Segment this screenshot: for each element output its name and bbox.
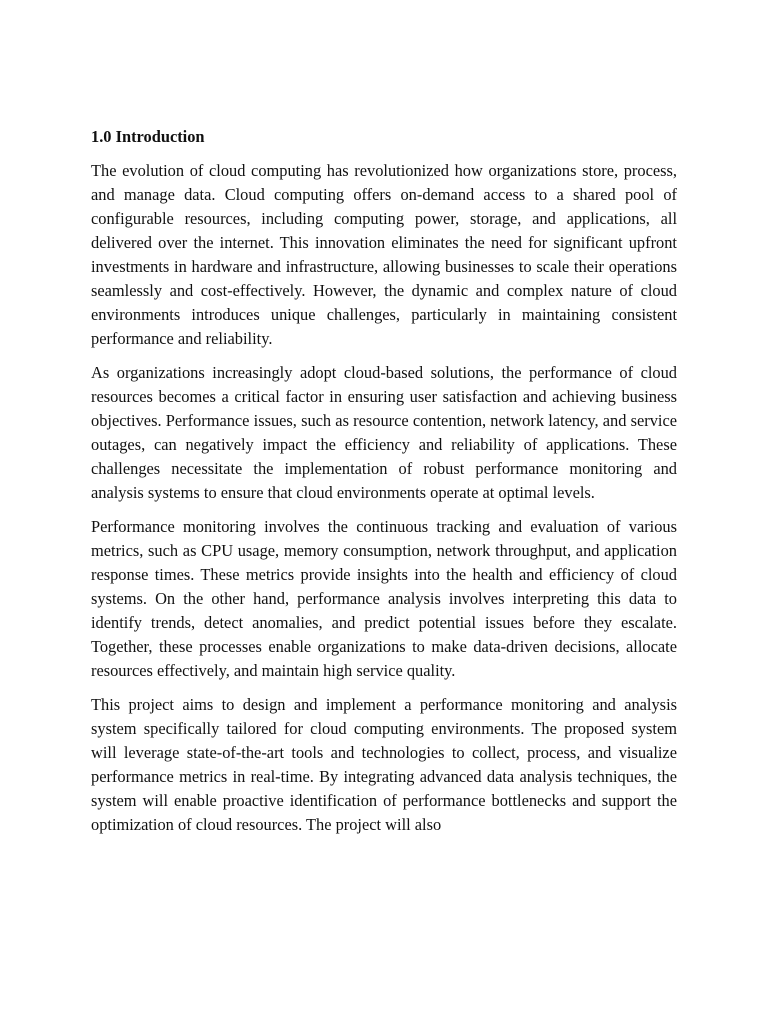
- document-body: [91, 125, 677, 847]
- paragraph: As organizations increasingly adopt cloud-based solutions, the performance of cloud resources becomes a critical factor in ensuring user satisfaction and achieving business objectives. Performance issues, such as resource contention, network latency, and service outages, can negatively impact the efficiency and reliability of applications. These challenges necessitate the implementation of robust performance monitoring and analysis systems to ensure that cloud environments operate at optimal levels.: [91, 363, 677, 502]
- paragraph: The evolution of cloud computing has revolutionized how organizations store, process, and manage data. Cloud computing offers on-demand access to a shared pool of configurable resources, including computing power, storage, and applications, all delivered over the internet. This innovation eliminates the need for significant upfront investments in hardware and infrastructure, allowing businesses to scale their operations seamlessly and cost-effectively. However, the dynamic and complex nature of cloud environments introduces unique challenges, particularly in maintaining consistent performance and reliability.: [91, 161, 677, 348]
- paragraph: This project aims to design and implement a performance monitoring and analysis system specifically tailored for cloud computing environments. The proposed system will leverage state-of-the-art tools and technologies to collect, process, and visualize performance metrics in real-time. By integrating advanced data analysis techniques, the system will enable proactive identification of performance bottlenecks and support the optimization of cloud resources. The project will also: [91, 695, 677, 834]
- section-heading: 1.0 Introduction: [91, 127, 205, 146]
- paragraph: Performance monitoring involves the continuous tracking and evaluation of various metrics, such as CPU usage, memory consumption, network throughput, and application response times. These metrics provide insights into the health and efficiency of cloud systems. On the other hand, performance analysis involves interpreting this data to identify trends, detect anomalies, and predict potential issues before they escalate. Together, these processes enable organizations to make data-driven decisions, allocate resources effectively, and maintain high service quality.: [91, 517, 677, 680]
